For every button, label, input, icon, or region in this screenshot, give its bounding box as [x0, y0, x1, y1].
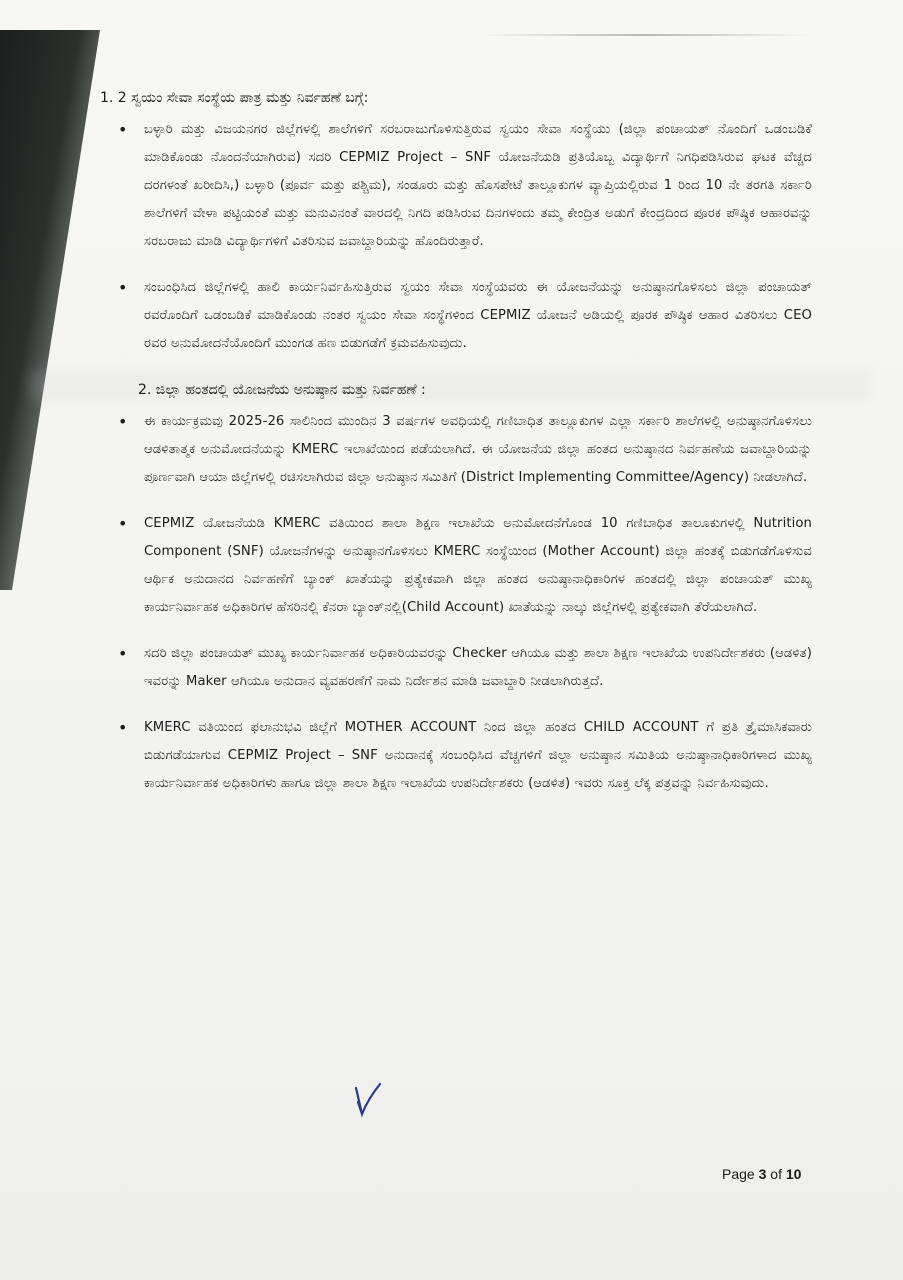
scan-line: [480, 34, 810, 36]
page-prefix: Page: [722, 1166, 755, 1182]
list-item: • ಸದರಿ ಜಿಲ್ಲಾ ಪಂಚಾಯತ್ ಮುಖ್ಯ ಕಾರ್ಯನಿರ್ವಾಹಕ ಅಧಿಕಾರಿಯವರನ್ನು Checker ಆಗಿಯೂ ಮತ್ತು ಶಾಲಾ ಶಿಕ್ಷಣ ಇಲಾಖೆಯ ಉಪನಿರ್ದೇಶಕರು (ಆಡಳಿತ) ಇವರನ್ನು Maker ಆಗಿಯೂ ಅನುದಾನ ವ್ಯವಹರಣೆಗೆ ನಾಮ ನಿರ್ದೇಶನ ಮಾಡಿ ಜವಾಬ್ದಾರಿ ನೀಡಲಾಗಿರುತ್ತದೆ.: [144, 640, 812, 696]
page-of: of: [770, 1166, 782, 1182]
list-item: • ಈ ಕಾರ್ಯಕ್ರಮವು 2025-26 ಸಾಲಿನಿಂದ ಮುಂದಿನ 3 ವರ್ಷಗಳ ಅವಧಿಯಲ್ಲಿ ಗಣಿಬಾಧಿತ ತಾಲ್ಲೂಕುಗಳ ಎಲ್ಲಾ ಸರ್ಕಾರಿ ಶಾಲೆಗಳಲ್ಲಿ ಅನುಷ್ಠಾನಗೊಳಿಸಲು ಆಡಳಿತಾತ್ಮಕ ಅನುಮೋದನೆಯನ್ನು KMERC ಇಲಾಖೆಯಿಂದ ಪಡೆಯಲಾಗಿದೆ. ಈ ಯೋಜನೆಯ ಜಿಲ್ಲಾ ಹಂತದ ಅನುಷ್ಠಾನದ ನಿರ್ವಹಣೆಯ ಜವಾಬ್ದಾರಿಯನ್ನು ಪೂರ್ಣವಾಗಿ ಆಯಾ ಜಿಲ್ಲೆಗಳಲ್ಲಿ ರಚಿಸಲಾಗಿರುವ ಜಿಲ್ಲಾ ಅನುಷ್ಠಾನ ಸಮಿತಿಗೆ (District Implementing Committee/Agency) ನೀಡಲಾಗಿದೆ.: [144, 408, 812, 492]
scan-edge-shadow: [0, 30, 100, 590]
list-item: • KMERC ವತಿಯಿಂದ ಫಲಾನುಭವಿ ಜಿಲ್ಲೆಗೆ MOTHER ACCOUNT ನಿಂದ ಜಿಲ್ಲಾ ಹಂತದ CHILD ACCOUNT ಗೆ ಪ್ರತಿ ತ್ರೈಮಾಸಿಕವಾರು ಬಿಡುಗಡೆಯಾಗುವ CEPMIZ Project – SNF ಅನುದಾನಕ್ಕೆ ಸಂಬಂಧಿಸಿದ ವೆಚ್ಚಗಳಿಗೆ ಜಿಲ್ಲಾ ಅನುಷ್ಠಾನ ಸಮಿತಿಯ ಅನುಷ್ಠಾನಾಧಿಕಾರಿಗಳಾದ ಮುಖ್ಯ ಕಾರ್ಯನಿರ್ವಾಹಕ ಅಧಿಕಾರಿಗಳು ಹಾಗೂ ಜಿಲ್ಲಾ ಶಾಲಾ ಶಿಕ್ಷಣ ಇಲಾಖೆಯ ಉಪನಿರ್ದೇಶಕರು (ಆಡಳಿತ) ಇವರು ಸೂಕ್ತ ಲೆಕ್ಕ ಪತ್ರವನ್ನು ನಿರ್ವಹಿಸುವುದು.: [144, 714, 812, 798]
list-item: • CEPMIZ ಯೋಜನೆಯಡಿ KMERC ವತಿಯಿಂದ ಶಾಲಾ ಶಿಕ್ಷಣ ಇಲಾಖೆಯ ಅನುಮೋದನೆಗೊಂಡ 10 ಗಣಿಬಾಧಿತ ತಾಲೂಕುಗಳಲ್ಲಿ Nutrition Component (SNF) ಯೋಜನೆಗಳನ್ನು ಅನುಷ್ಠಾನಗೊಳಿಸಲು KMERC ಸಂಸ್ಥೆಯಿಂದ (Mother Account) ಜಿಲ್ಲಾ ಹಂತಕ್ಕೆ ಬಿಡುಗಡೆಗೊಳಿಸುವ ಆರ್ಥಿಕ ಅನುದಾನದ ನಿರ್ವಹಣೆಗೆ ಬ್ಯಾಂಕ್ ಖಾತೆಯನ್ನು ಪ್ರತ್ಯೇಕವಾಗಿ ಜಿಲ್ಲಾ ಹಂತದ ಅನುಷ್ಠಾನಾಧಿಕಾರಿಗಳ ಹಂತದಲ್ಲಿ ಜಿಲ್ಲಾ ಪಂಚಾಯತ್ ಮುಖ್ಯ ಕಾರ್ಯನಿರ್ವಾಹಕ ಅಧಿಕಾರಿಗಳ ಹೆಸರಿನಲ್ಲಿ ಕೆನರಾ ಬ್ಯಾಂಕ್‌ನಲ್ಲಿ(Child Account) ಖಾತೆಯನ್ನು ನಾಲ್ಕು ಜಿಲ್ಲೆಗಳಲ್ಲಿ ಪ್ರತ್ಯೇಕವಾಗಿ ತೆರೆಯಲಾಗಿದೆ.: [144, 510, 812, 622]
page-current: 3: [758, 1166, 767, 1182]
list-item: • ಬಳ್ಳಾರಿ ಮತ್ತು ವಿಜಯನಗರ ಜಿಲ್ಲೆಗಳಲ್ಲಿ ಶಾಲೆಗಳಿಗೆ ಸರಬರಾಜುಗೊಳಿಸುತ್ತಿರುವ ಸ್ವಯಂ ಸೇವಾ ಸಂಸ್ಥೆಯು (ಜಿಲ್ಲಾ ಪಂಚಾಯತ್ ನೊಂದಿಗೆ ಒಡಂಬಡಿಕೆ ಮಾಡಿಕೊಂಡು ನೊಂದನೆಯಾಗಿರುವ) ಸದರಿ CEPMIZ Project – SNF ಯೋಜನೆಯಡಿ ಪ್ರತಿಯೊಬ್ಬ ವಿದ್ಯಾರ್ಥಿಗೆ ನಿಗಧಿಪಡಿಸಿರುವ ಘಟಕ ವೆಚ್ಚದ ದರಗಳಂತೆ ಖರೀದಿಸಿ,) ಬಳ್ಳಾರಿ (ಪೂರ್ವ ಮತ್ತು ಪಶ್ಚಿಮ), ಸಂಡೂರು ಮತ್ತು ಹೊಸಪೇಟೆ ತಾಲ್ಲೂಕುಗಳ ವ್ಯಾಪ್ತಿಯಲ್ಲಿರುವ 1 ರಿಂದ 10 ನೇ ತರಗತಿ ಸರ್ಕಾರಿ ಶಾಲೆಗಳಿಗೆ ವೇಳಾ ಪಟ್ಟಿಯಂತೆ ಮತ್ತು ಮನುವಿನಂತೆ ವಾರದಲ್ಲಿ ನಿಗದಿ ಪಡಿಸಿರುವ ದಿನಗಳಂದು ತಮ್ಮ ಕೇಂದ್ರಿತ ಅಡುಗೆ ಕೇಂದ್ರದಿಂದ ಪೂರಕ ಪೌಷ್ಠಿಕ ಆಹಾರವನ್ನು ಸರಬರಾಜು ಮಾಡಿ ವಿದ್ಯಾರ್ಥಿಗಳಿಗೆ ವಿತರಿಸುವ ಜವಾಬ್ದಾರಿಯನ್ನು ಹೊಂದಿರುತ್ತಾರೆ.: [144, 116, 812, 256]
page-number: [722, 1166, 801, 1182]
section-heading-2: 2. ಜಿಲ್ಲಾ ಹಂತದಲ್ಲಿ ಯೋಜನೆಯ ಅನುಷ್ಠಾನ ಮತ್ತು ನಿರ್ವಹಣೆ :: [138, 382, 426, 398]
list-item: • ಸಂಬಂಧಿಸಿದ ಜಿಲ್ಲೆಗಳಲ್ಲಿ ಹಾಲಿ ಕಾರ್ಯನಿರ್ವಹಿಸುತ್ತಿರುವ ಸ್ವಯಂ ಸೇವಾ ಸಂಸ್ಥೆಯವರು ಈ ಯೋಜನೆಯನ್ನು ಅನುಷ್ಠಾನಗೊಳಿಸಲು ಜಿಲ್ಲಾ ಪಂಚಾಯತ್ ರವರೊಂದಿಗೆ ಒಡಂಬಡಿಕೆ ಮಾಡಿಕೊಂಡು ನಂತರ ಸ್ವಯಂ ಸೇವಾ ಸಂಸ್ಥೆಗಳಿಂದ CEPMIZ ಯೋಜನೆ ಅಡಿಯಲ್ಲಿ ಪೂರಕ ಪೌಷ್ಠಿಕ ಆಹಾರ ವಿತರಿಸಲು CEO ರವರ ಅನುಮೋದನೆಯೊಂದಿಗೆ ಮುಂಗಡ ಹಣ ಬಿಡುಗಡೆಗೆ ಕ್ರಮವಹಿಸುವುದು.: [144, 274, 812, 358]
document-body: [100, 84, 812, 816]
signature-initial: [350, 1080, 386, 1120]
section-heading-1-2: 1. 2 ಸ್ವಯಂ ಸೇವಾ ಸಂಸ್ಥೆಯ ಪಾತ್ರ ಮತ್ತು ನಿರ್ವಹಣೆ ಬಗ್ಗೆ:: [100, 90, 369, 106]
page-total: 10: [785, 1166, 802, 1182]
section-2-list: [100, 408, 812, 798]
section-1-2-list: [100, 116, 812, 358]
